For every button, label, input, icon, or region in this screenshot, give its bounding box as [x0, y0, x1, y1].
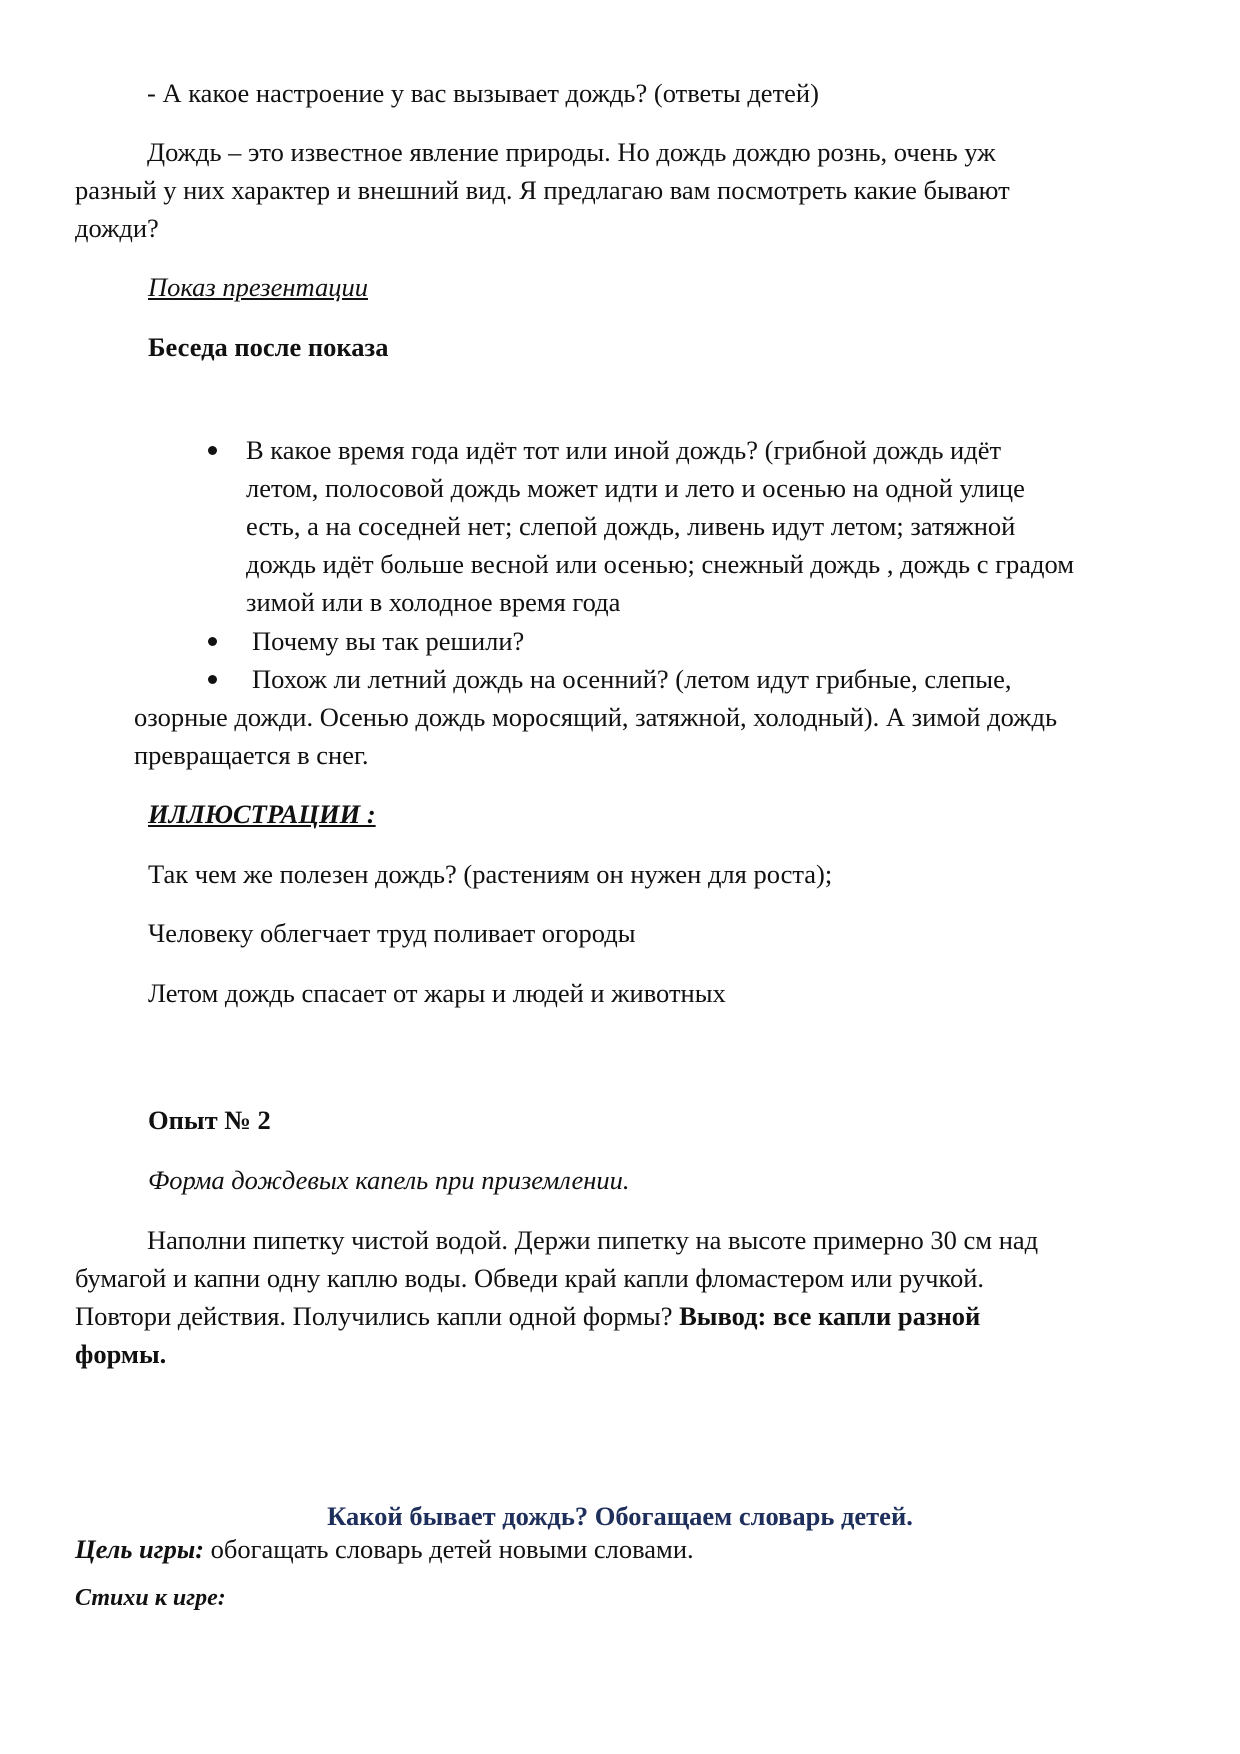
rain-intro-line-1: Дождь – это известное явление природы. Но дождь дождю рознь, очень уж [147, 137, 996, 167]
rain-intro-line-2: разный у них характер и внешний вид. Я предлагаю вам посмотреть какие бывают [75, 175, 1010, 205]
experiment-line-1: Наполни пипетку чистой водой. Держи пипетку на высоте примерно 30 см над [147, 1225, 1039, 1255]
bullet-3-line-3: превращается в снег. [134, 740, 369, 770]
bullet-3-line-1: Похож ли летний дождь на осенний? (летом идут грибные, слепые, [252, 664, 1012, 694]
benefits-line-1: Так чем же полезен дождь? (растениям он нужен для роста); [148, 859, 833, 889]
experiment-line-3-text: Повтори действия. Получились капли одной формы? [75, 1301, 680, 1331]
question-mood: - А какое настроение у вас вызывает дождь? (ответы детей) [147, 78, 819, 108]
game-title: Какой бывает дождь? Обогащаем словарь детей. [327, 1500, 913, 1531]
bullet-1-line-5: зимой или в холодное время года [246, 587, 621, 617]
benefits-line-3: Летом дождь спасает от жары и людей и животных [148, 978, 726, 1008]
game-goal-label: Цель игры: [75, 1534, 205, 1564]
bullet-2: Почему вы так решили? [252, 626, 525, 656]
game-goal-text: обогащать словарь детей новыми словами. [204, 1534, 694, 1564]
conversation-heading: Беседа после показа [148, 332, 389, 362]
illustrations-heading: ИЛЛЮСТРАЦИИ : [148, 799, 376, 829]
presentation-label: Показ презентации [148, 272, 368, 302]
bullet-3-line-2: озорные дожди. Осенью дождь моросящий, затяжной, холодный). А зимой дождь [134, 702, 1058, 732]
experiment-line-4: формы. [75, 1339, 167, 1369]
bullet-1-line-3: есть, а на соседней нет; слепой дождь, ливень идут летом; затяжной [246, 511, 1016, 541]
game-goal [75, 1530, 694, 1568]
poems-label: Стихи к игре: [75, 1585, 226, 1611]
bullet-1-line-2: летом, полосовой дождь может идти и лето и осенью на одной улице [246, 473, 1025, 503]
experiment-subtitle: Форма дождевых капель при приземлении. [148, 1165, 630, 1195]
experiment-heading: Опыт № 2 [148, 1105, 271, 1135]
bullet-1-line-1: В какое время года идёт тот или иной дождь? (грибной дождь идёт [246, 435, 1002, 465]
bullet-dot-icon [208, 637, 217, 646]
bullet-1-line-4: дождь идёт больше весной или осенью; снежный дождь , дождь с градом [246, 549, 1074, 579]
bullet-dot-icon [208, 446, 217, 455]
experiment-conclusion: Вывод: все капли разной [679, 1301, 981, 1331]
experiment-line-2: бумагой и капни одну каплю воды. Обведи край капли фломастером или ручкой. [75, 1263, 985, 1293]
experiment-line-3 [75, 1297, 980, 1335]
rain-intro-line-3: дожди? [75, 213, 159, 243]
benefits-line-2: Человеку облегчает труд поливает огороды [148, 918, 636, 948]
bullet-dot-icon [208, 675, 217, 684]
